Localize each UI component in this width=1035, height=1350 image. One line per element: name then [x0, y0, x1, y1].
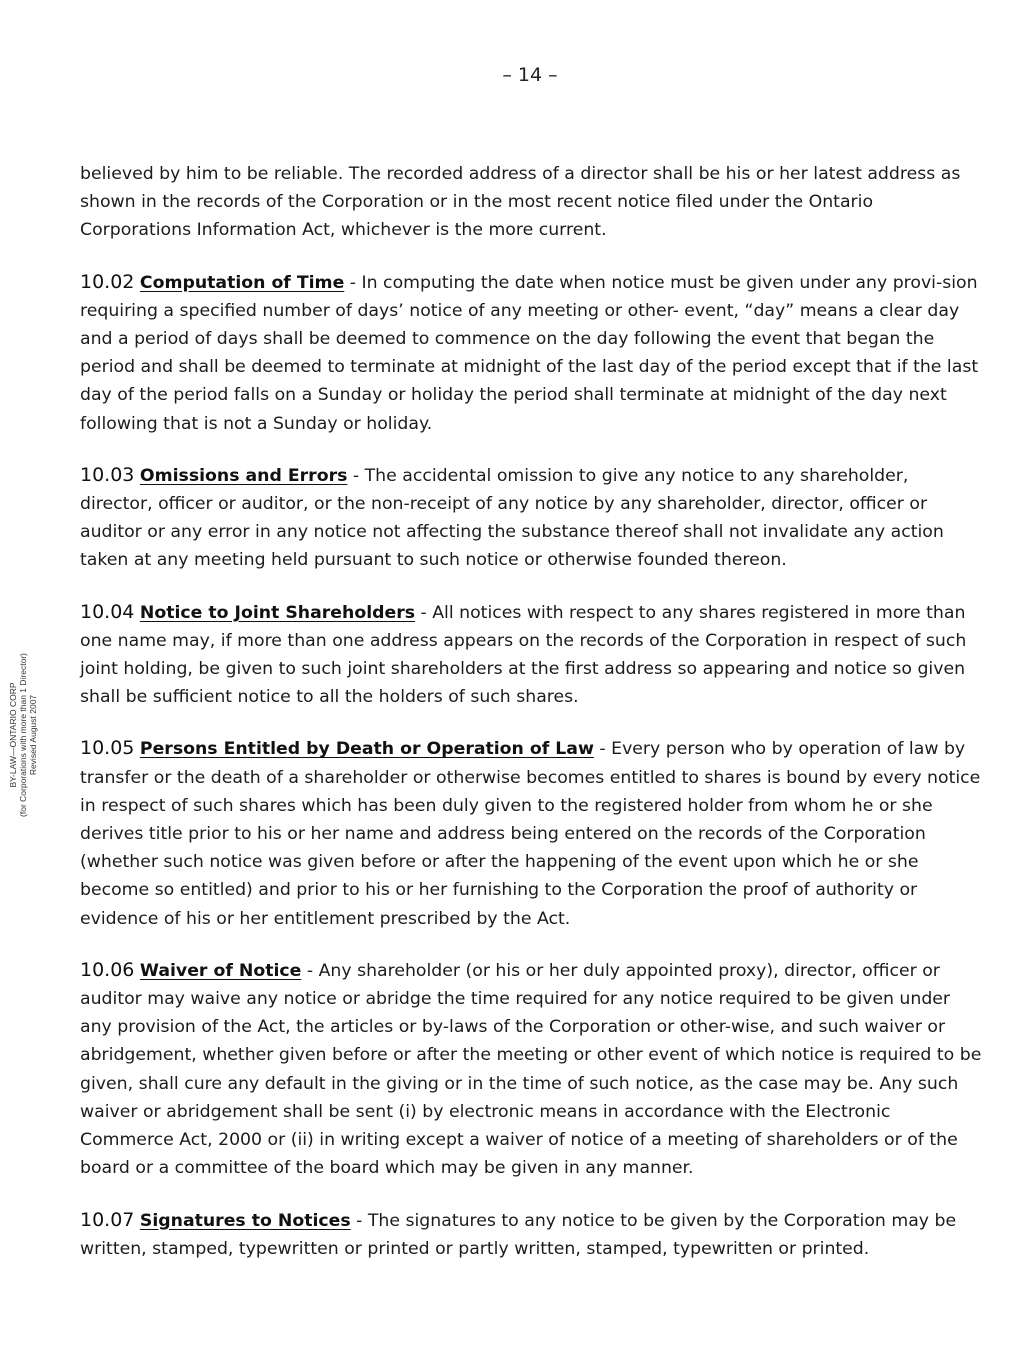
- section-number: 10.04: [80, 600, 135, 623]
- section-10-04: [80, 598, 985, 712]
- section-10-05: [80, 734, 985, 932]
- section-body: - In computing the date when notice must be given under any provi-sion requiring a specified number of days’ notice of any meeting or other- event, “day” means a clear day and a period of days shall be deemed to commence on the day following the event that began the period and shall be deemed to terminate at midnight of the last day of the period except that if the last day of the period falls on a Sunday or holiday the period shall terminate at midnight of the day next following that is not a Sunday or holiday.: [80, 272, 979, 434]
- section-number: 10.03: [80, 463, 135, 486]
- section-body: - All notices with respect to any shares registered in more than one name may, if more than one address appears on the records of the Corporation in respect of such joint holding, be given to such joint shareholders at the first address so appearing and notice so given shall be sufficient notice to all the holders of such shares.: [80, 602, 967, 708]
- side-note-line-3: Revised August 2007: [28, 694, 38, 776]
- section-number: 10.02: [80, 270, 135, 293]
- section-10-07: [80, 1206, 985, 1263]
- section-title: Omissions and Errors: [139, 465, 348, 486]
- intro-paragraph: believed by him to be reliable. The recorded address of a director shall be his or her latest address as shown in the records of the Corporation or in the most recent notice filed under the Ontario Corporations Information Act, whichever is the more current.: [80, 164, 961, 241]
- section-body: - The accidental omission to give any notice to any shareholder, director, officer or auditor, or the non-receipt of any notice by any shareholder, director, officer or auditor or any error in any notice not affecting the substance thereof shall not invalidate any action taken at any meeting held pursuant to such notice or otherwise founded thereon.: [80, 465, 944, 571]
- document-body: [80, 160, 985, 1286]
- section-10-06: [80, 956, 985, 1183]
- section-10-02: [80, 268, 985, 438]
- section-title: Waiver of Notice: [139, 960, 302, 981]
- section-number: 10.06: [80, 958, 135, 981]
- page-number: – 14 –: [502, 64, 558, 86]
- section-title: Persons Entitled by Death or Operation of Law: [139, 739, 594, 760]
- section-10-03: [80, 461, 985, 575]
- section-title: Notice to Joint Shareholders: [139, 602, 416, 623]
- side-note: [0, 635, 46, 835]
- section-number: 10.07: [80, 1208, 135, 1231]
- section-body: - Any shareholder (or his or her duly appointed proxy), director, officer or auditor may waive any notice or abridge the time required for any notice required to be given under any provision of the Act, the articles or by-laws of the Corporation or other-wise, and such waiver or abridgement, whether given before or after the meeting or other event of which notice is required to be given, shall cure any default in the giving or in the time of such notice, as the case may be. Any such waiver or abridgement shall be sent (i) by electronic means in accordance with the Electronic Commerce Act, 2000 or (ii) in writing except a waiver of notice of a meeting of shareholders or of the board or a committee of the board which may be given in any manner.: [80, 960, 982, 1179]
- section-number: 10.05: [80, 737, 135, 760]
- section-title: Computation of Time: [139, 272, 345, 293]
- side-note-line-1: BY-LAW—ONTARIO CORP: [8, 682, 18, 788]
- side-note-text: [8, 653, 38, 817]
- section-body: - The signatures to any notice to be given by the Corporation may be written, stamped, typewritten or printed or partly written, stamped, typewritten or printed.: [80, 1210, 957, 1259]
- section-title: Signatures to Notices: [139, 1210, 351, 1231]
- section-body: - Every person who by operation of law by transfer or the death of a shareholder or otherwise becomes entitled to shares is bound by every notice in respect of such shares which has been duly given to the registered holder from whom he or she derives title prior to his or her name and address being entered on the records of the Corporation (whether such notice was given before or after the happening of the event upon which he or she become so entitled) and prior to his or her furnishing to the Corporation the proof of authority or evidence of his or her entitlement prescribed by the Act.: [80, 739, 981, 929]
- side-note-line-2: (for Corporations with more than 1 Director): [18, 653, 28, 817]
